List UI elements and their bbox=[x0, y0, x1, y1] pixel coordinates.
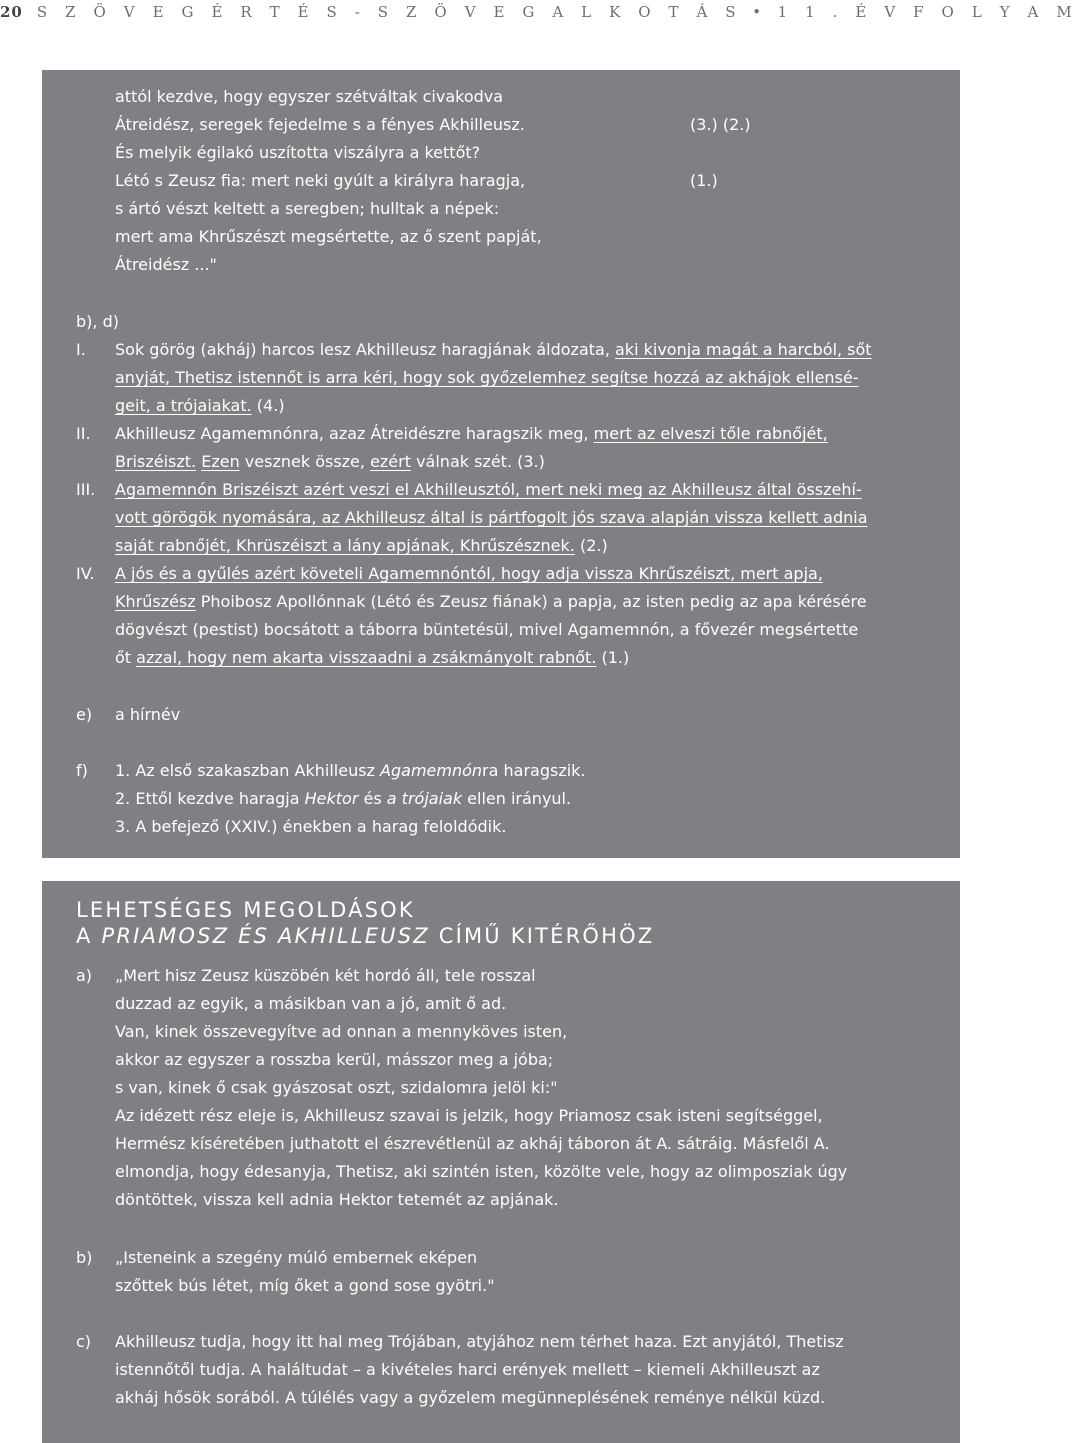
quote-line: attól kezdve, hogy egyszer szétváltak civakodva bbox=[115, 87, 504, 106]
section-label-b: b) bbox=[76, 1248, 93, 1267]
quote-line: mert ama Khrűszészt megsértette, az ő szent papját, bbox=[115, 227, 542, 246]
item-line: Sok görög (akháj) harcos lesz Akhilleusz haragjának áldozata, aki kivonja magát a harcból, sőt bbox=[115, 340, 872, 359]
answer-a-line: döntöttek, vissza kell adnia Hektor tetemét az apjának. bbox=[115, 1190, 559, 1209]
answer-box-iliad bbox=[42, 70, 960, 858]
answer-c-line: akháj hősök sorából. A túlélés vagy a győzelem megünneplésének reménye nélkül küzd. bbox=[115, 1388, 826, 1407]
item-line: anyját, Thetisz istennőt is arra kéri, hogy sok győzelemhez segítse hozzá az akhájok ellensé- bbox=[115, 368, 859, 387]
quote-line: És melyik égilakó uszította viszályra a kettőt? bbox=[115, 143, 481, 162]
answer-a-line: Hermész kíséretében juthatott el észrevétlenül az akháj táboron át A. sátráig. Másfelől A. bbox=[115, 1134, 830, 1153]
section-label-e: e) bbox=[76, 705, 93, 724]
answer-e: a hírnév bbox=[115, 705, 181, 724]
item-line: geit, a trójaiakat. (4.) bbox=[115, 396, 285, 415]
answer-f-line: 3. A befejező (XXIV.) énekben a harag feloldódik. bbox=[115, 817, 507, 836]
answer-box-priamosz bbox=[42, 881, 960, 1443]
header-grade: 1 1 . É V F O L Y A M bbox=[777, 3, 1078, 21]
header-separator: • bbox=[752, 3, 768, 21]
answer-c-line: istennőtől tudja. A haláltudat – a kivételes harci erények mellett – kiemeli Akhilleuszt az bbox=[115, 1360, 820, 1379]
page-header bbox=[0, 0, 1078, 24]
answer-a-line: elmondja, hogy édesanyja, Thetisz, aki szintén isten, közölte vele, hogy az olimposziak úgy bbox=[115, 1162, 848, 1181]
item-line: A jós és a gyűlés azért követeli Agamemnóntól, hogy adja vissza Khrűszéiszt, mert apja, bbox=[115, 564, 823, 583]
quote-line: Átreidész ..." bbox=[115, 255, 217, 274]
item-line: őt azzal, hogy nem akarta visszaadni a zsákmányolt rabnőt. (1.) bbox=[115, 648, 630, 667]
page-number: 20 bbox=[0, 3, 23, 21]
header-subject: S Z Ö V E G É R T É S - S Z Ö V E G A L K O T Á S bbox=[36, 3, 743, 21]
quote-line: Átreidész, seregek fejedelme s a fényes Akhilleusz. bbox=[115, 115, 525, 134]
item-line: Briszéiszt. Ezen vesznek össze, ezért válnak szét. (3.) bbox=[115, 452, 545, 471]
answer-a-line: duzzad az egyik, a másikban van a jó, amit ő ad. bbox=[115, 994, 507, 1013]
item-numeral: II. bbox=[76, 424, 91, 443]
item-line: Akhilleusz Agamemnónra, azaz Átreidészre haragszik meg, mert az elveszi tőle rabnőjét, bbox=[115, 424, 828, 443]
answer-f-line: 2. Ettől kezdve haragja Hektor és a trójaiak ellen irányul. bbox=[115, 789, 572, 808]
answer-a-line: s van, kinek ő csak gyászosat oszt, szidalomra jelöl ki:" bbox=[115, 1078, 558, 1097]
answer-a-line: „Mert hisz Zeusz küszöbén két hordó áll, tele rosszal bbox=[115, 966, 536, 985]
item-line: Khrűszész Phoibosz Apollónnak (Létó és Zeusz fiának) a papja, az isten pedig az apa kérésére bbox=[115, 592, 867, 611]
answer-a-line: akkor az egyszer a rosszba kerül, másszor meg a jóba; bbox=[115, 1050, 554, 1069]
section-label-f: f) bbox=[76, 761, 88, 780]
answer-c-line: Akhilleusz tudja, hogy itt hal meg Trójában, atyjához nem térhet haza. Ezt anyjától, Thetisz bbox=[115, 1332, 844, 1351]
section-label-c: c) bbox=[76, 1332, 92, 1351]
item-line: Agamemnón Briszéiszt azért veszi el Akhilleusztól, mert neki meg az Akhilleusz által összehí- bbox=[115, 480, 862, 499]
quote-line: Létó s Zeusz fia: mert neki gyúlt a királyra haragja, bbox=[115, 171, 526, 190]
item-numeral: IV. bbox=[76, 564, 95, 583]
answer-a-line: Van, kinek összevegyítve ad onnan a mennyköves isten, bbox=[115, 1022, 568, 1041]
item-numeral: III. bbox=[76, 480, 96, 499]
item-line: saját rabnőjét, Khrüszéiszt a lány apjának, Khrűszésznek. (2.) bbox=[115, 536, 608, 555]
section-label-bd: b), d) bbox=[76, 312, 119, 331]
answer-b-line: „Isteneink a szegény múló embernek eképen bbox=[115, 1248, 478, 1267]
quote-ref: (3.) (2.) bbox=[690, 115, 751, 134]
item-numeral: I. bbox=[76, 340, 86, 359]
section-title: LEHETSÉGES MEGOLDÁSOK bbox=[76, 898, 415, 922]
answer-b-line: szőttek bús létet, míg őket a gond sose gyötri." bbox=[115, 1276, 495, 1295]
section-subtitle: A PRIAMOSZ ÉS AKHILLEUSZ CÍMŰ KITÉRŐHÖZ bbox=[76, 924, 655, 948]
answer-f-line: 1. Az első szakaszban Akhilleusz Agamemnónra haragszik. bbox=[115, 761, 586, 780]
quote-ref: (1.) bbox=[690, 171, 718, 190]
section-label-a: a) bbox=[76, 966, 93, 985]
quote-line: s ártó vészt keltett a seregben; hulltak a népek: bbox=[115, 199, 500, 218]
item-line: dögvészt (pestist) bocsátott a táborra büntetésül, mivel Agamemnón, a fővezér megsértette bbox=[115, 620, 859, 639]
answer-a-line: Az idézett rész eleje is, Akhilleusz szavai is jelzik, hogy Priamosz csak isteni segítséggel, bbox=[115, 1106, 823, 1125]
item-line: vott görögök nyomására, az Akhilleusz által is pártfogolt jós szava alapján vissza kellett adnia bbox=[115, 508, 868, 527]
